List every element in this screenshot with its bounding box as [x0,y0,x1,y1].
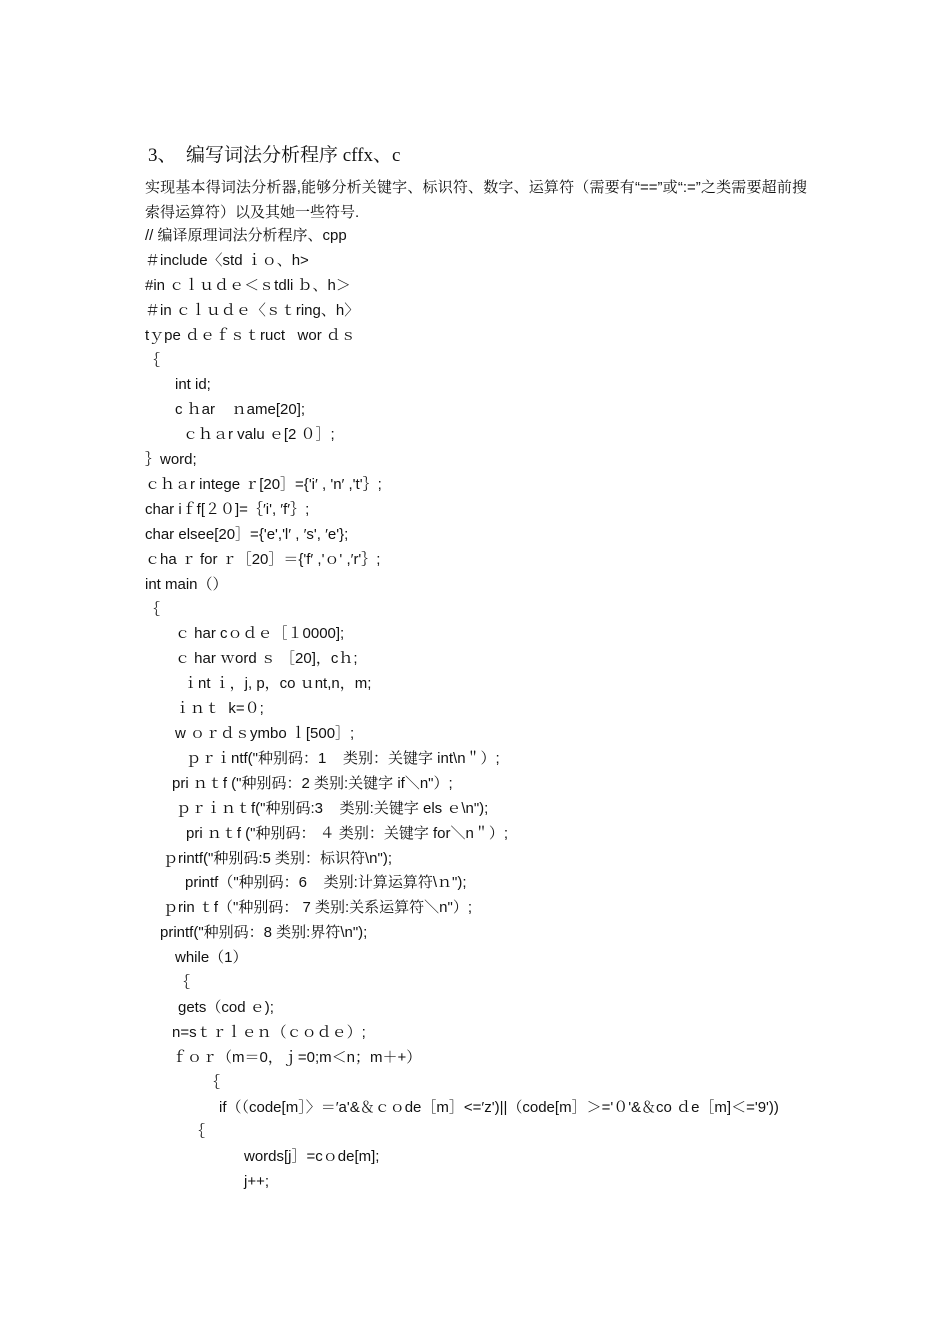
code-line: #in ｃｌｕｄｅ＜ｓtdli ｂ、h＞ [145,276,351,294]
code-line: pri ｎｔf ("种别码： ４ 类别：关键字 for＼n＂）; [186,824,509,842]
code-line: ＃include〈std ｉｏ、h> [145,251,309,269]
code-line: words[j］=cｏde[m]; [244,1148,380,1166]
code-line: ｐｒｉntf("种别码：1 类别：关键字 int\n＂）; [186,749,500,767]
code-line: ｃｈａr valu ｅ[2 ０］; [183,426,335,444]
code-line: ｐrintf("种别码:5 类别：标识符\n"); [163,849,393,867]
code-line: int id; [175,376,211,394]
code-line: c ｈar ｎame[20]; [175,401,306,419]
code-line: int main（） [145,575,228,593]
code-line: ｛ [205,1073,221,1091]
code-line: ｐrin ｔf（"种别码： 7 类别:关系运算符＼n"）; [163,899,473,917]
code-line: ｛ [145,600,161,618]
code-line: // 编译原理词法分析程序、cpp [145,227,347,244]
code-line: j++; [244,1173,270,1191]
code-line: w ｏｒｄｓymbo ｌ[500］; [175,725,355,742]
code-line: ｝word; [145,451,197,469]
code-line: ｆｏｒ（m＝0，ｊ=0;m＜n；m＋+） [172,1048,422,1066]
code-line: ｉnt ｉ，j, p，co ｕnt,n，m; [183,675,372,693]
code-line: ｉｎｔ k=０; [175,700,264,718]
section-heading: 3、 编写词法分析程序 cffx、c [148,145,401,166]
code-line: tｙpe ｄｅｆｓｔruct wor ｄｓ [145,326,356,344]
code-line: char iｆf[２０]=｛′i', ′f′｝; [145,500,310,518]
code-line: pri ｎｔf ("种别码：2 类别:关键字 if＼n"）; [172,774,453,792]
code-line: ｛ [190,1123,206,1141]
code-line: if（（code[m］〉＝′a'&＆ｃｏde［m］<=′z')||（code[m］＞='０'&＆co ｄe［m]＜='9')) [219,1098,779,1116]
code-line: ｛ [145,351,161,369]
code-line: n=sｔｒｌｅｎ（ｃｏｄｅ）; [172,1023,366,1041]
code-line: ＃in ｃｌｕｄｅ〈ｓｔring、h〉 [145,301,360,319]
code-line: ｃ har ｗord ｓ ［20]，cｈ; [175,650,358,668]
code-line: gets（cod ｅ); [178,998,274,1016]
code-line: printf（"种别码：6 类别:计算运算符\ｎ"); [185,874,467,892]
code-line: ｃｈａr intege ｒ[20］={'i′ , 'n′ ,'t'｝; [145,476,382,493]
intro-paragraph: 实现基本得词法分析器,能够分析关键字、标识符、数字、运算符（需要有“==”或“:=”之类需要超前搜索得运算符）以及其她一些符号. [145,179,807,221]
code-line: ｃ har cｏｄｅ［１0000]; [175,625,345,643]
code-line: ｐｒｉｎｔf("种别码:3 类别:关键字 els ｅ\n"); [176,799,489,817]
code-line: char elsee[20］={'e','l′ , ′s', ′e'}; [145,525,349,543]
code-line: printf("种别码：8 类别:界符\n"); [160,924,368,942]
code-line: while（1） [175,949,248,967]
code-line: ｛ [175,974,191,991]
code-line: ｃha ｒ for ｒ［20］＝{'f′ ,'ｏ' ,′r'｝; [145,550,381,568]
